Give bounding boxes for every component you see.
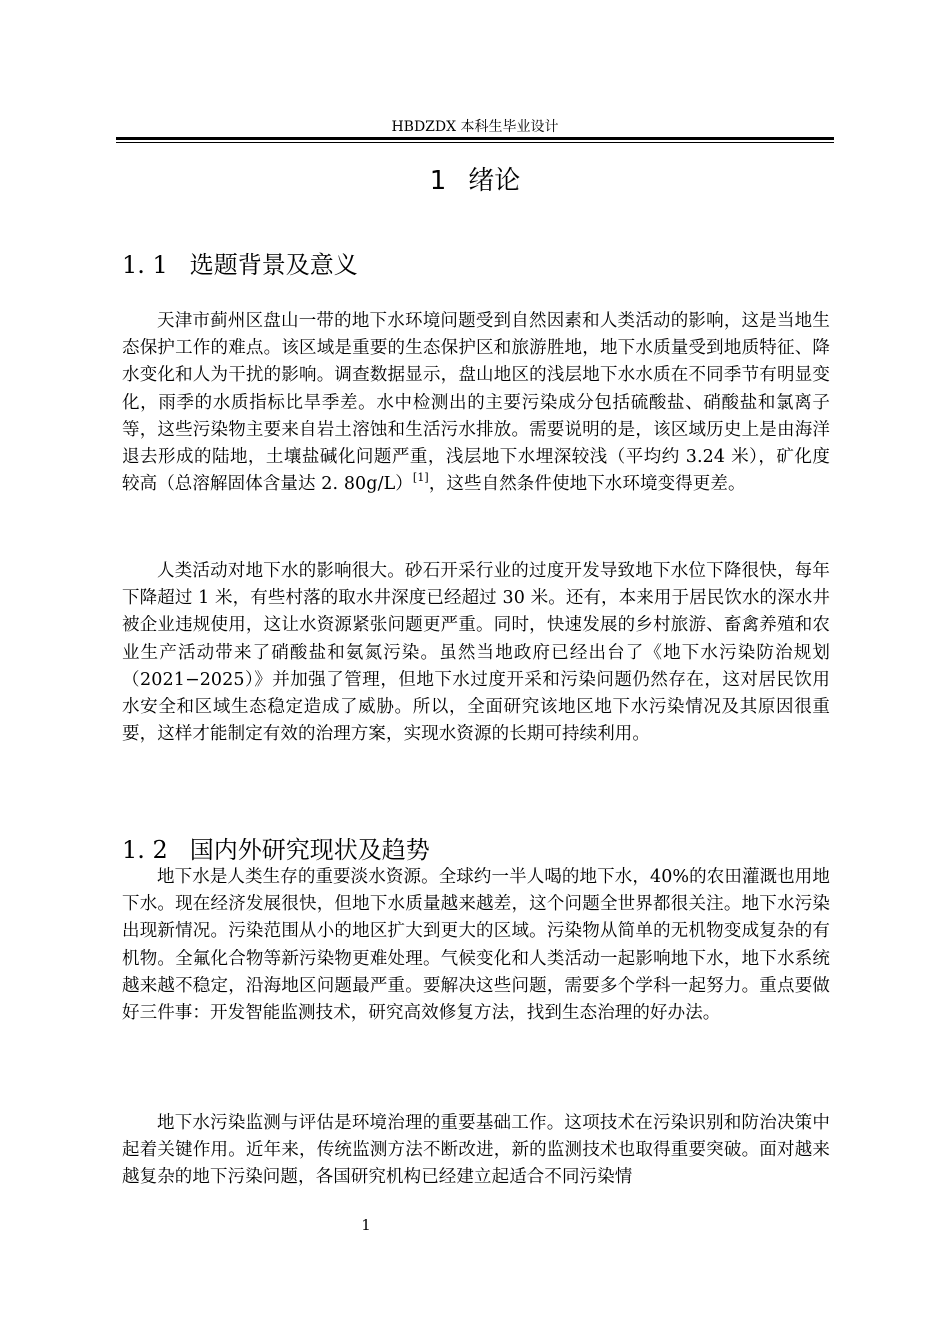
chapter-title: 绪论: [468, 166, 521, 196]
paragraph-background-1: [122, 308, 830, 498]
paragraph-research-status-1: 地下水是人类生存的重要淡水资源。全球约一半人喝的地下水，40%的农田灌溉也用地下水。现在经济发展很快，但地下水质量越来越差，这个问题全世界都很关注。地下水污染出现新情况。污染范围从小的地区扩大到更大的区域。污染物从简单的无机物变成复杂的有机物。全氟化合物等新污染物更难处理。气候变化和人类活动一起影响地下水，地下水系统越来越不稳定，沿海地区问题最严重。要解决这些问题，需要多个学科一起努力。重点要做好三件事：开发智能监测技术，研究高效修复方法，找到生态治理的好办法。: [122, 867, 830, 1024]
section-title: 国内外研究现状及趋势: [189, 836, 430, 864]
section-number: 1. 1: [122, 251, 168, 279]
header-rule-thick: [116, 137, 834, 140]
section-number: 1. 2: [122, 836, 168, 864]
paragraph-text-continued: ，这些自然条件使地下水环境变得更差。: [428, 474, 746, 495]
paragraph-research-status-2: 地下水污染监测与评估是环境治理的重要基础工作。这项技术在污染识别和防治决策中起着关键作用。近年来，传统监测方法不断改进，新的监测技术也取得重要突破。面对越来越复杂的地下污染问题，各国研究机构已经建立起适合不同污染情: [122, 1113, 830, 1188]
section-title: 选题背景及意义: [189, 251, 358, 279]
page-number: 1: [361, 1216, 371, 1234]
paragraph-text: 天津市蓟州区盘山一带的地下水环境问题受到自然因素和人类活动的影响，这是当地生态保护工作的难点。该区域是重要的生态保护区和旅游胜地，地下水质量受到地质特征、降水变化和人为干扰的影响。调查数据显示，盘山地区的浅层地下水水质在不同季节有明显变化，雨季的水质指标比旱季差。水中检测出的主要污染成分包括硫酸盐、硝酸盐和氯离子等，这些污染物主要来自岩土溶蚀和生活污水排放。需要说明的是，该区域历史上是由海洋退去形成的陆地，土壤盐碱化问题严重，浅层地下水埋深较浅（平均约 3.24 米），矿化度较高（总溶解固体含量达 2. 80g/L）: [122, 311, 830, 495]
chapter-number: 1: [429, 166, 447, 196]
chapter-heading: [116, 164, 834, 198]
header-rule-thin: [116, 142, 834, 143]
section-heading-1-1: [122, 250, 358, 280]
page-header: HBDZDX 本科生毕业设计: [391, 119, 559, 135]
section-heading-1-2: [122, 835, 430, 865]
citation-reference: [1]: [412, 471, 429, 485]
paragraph-background-2: 人类活动对地下水的影响很大。砂石开采行业的过度开发导致地下水位下降很快，每年下降超过 1 米，有些村落的取水井深度已经超过 30 米。还有，本来用于居民饮水的深水井被企业违规使用，这让水资源紧张问题更严重。同时，快速发展的乡村旅游、畜禽养殖和农业生产活动带来了硝酸盐和氨氮污染。虽然当地政府已经出台了《地下水污染防治规划（2021−2025）》并加强了管理，但地下水过度开采和污染问题仍然存在，这对居民饮用水安全和区域生态稳定造成了威胁。所以，全面研究该地区地下水污染情况及其原因很重要，这样才能制定有效的治理方案，实现水资源的长期可持续利用。: [122, 561, 830, 745]
